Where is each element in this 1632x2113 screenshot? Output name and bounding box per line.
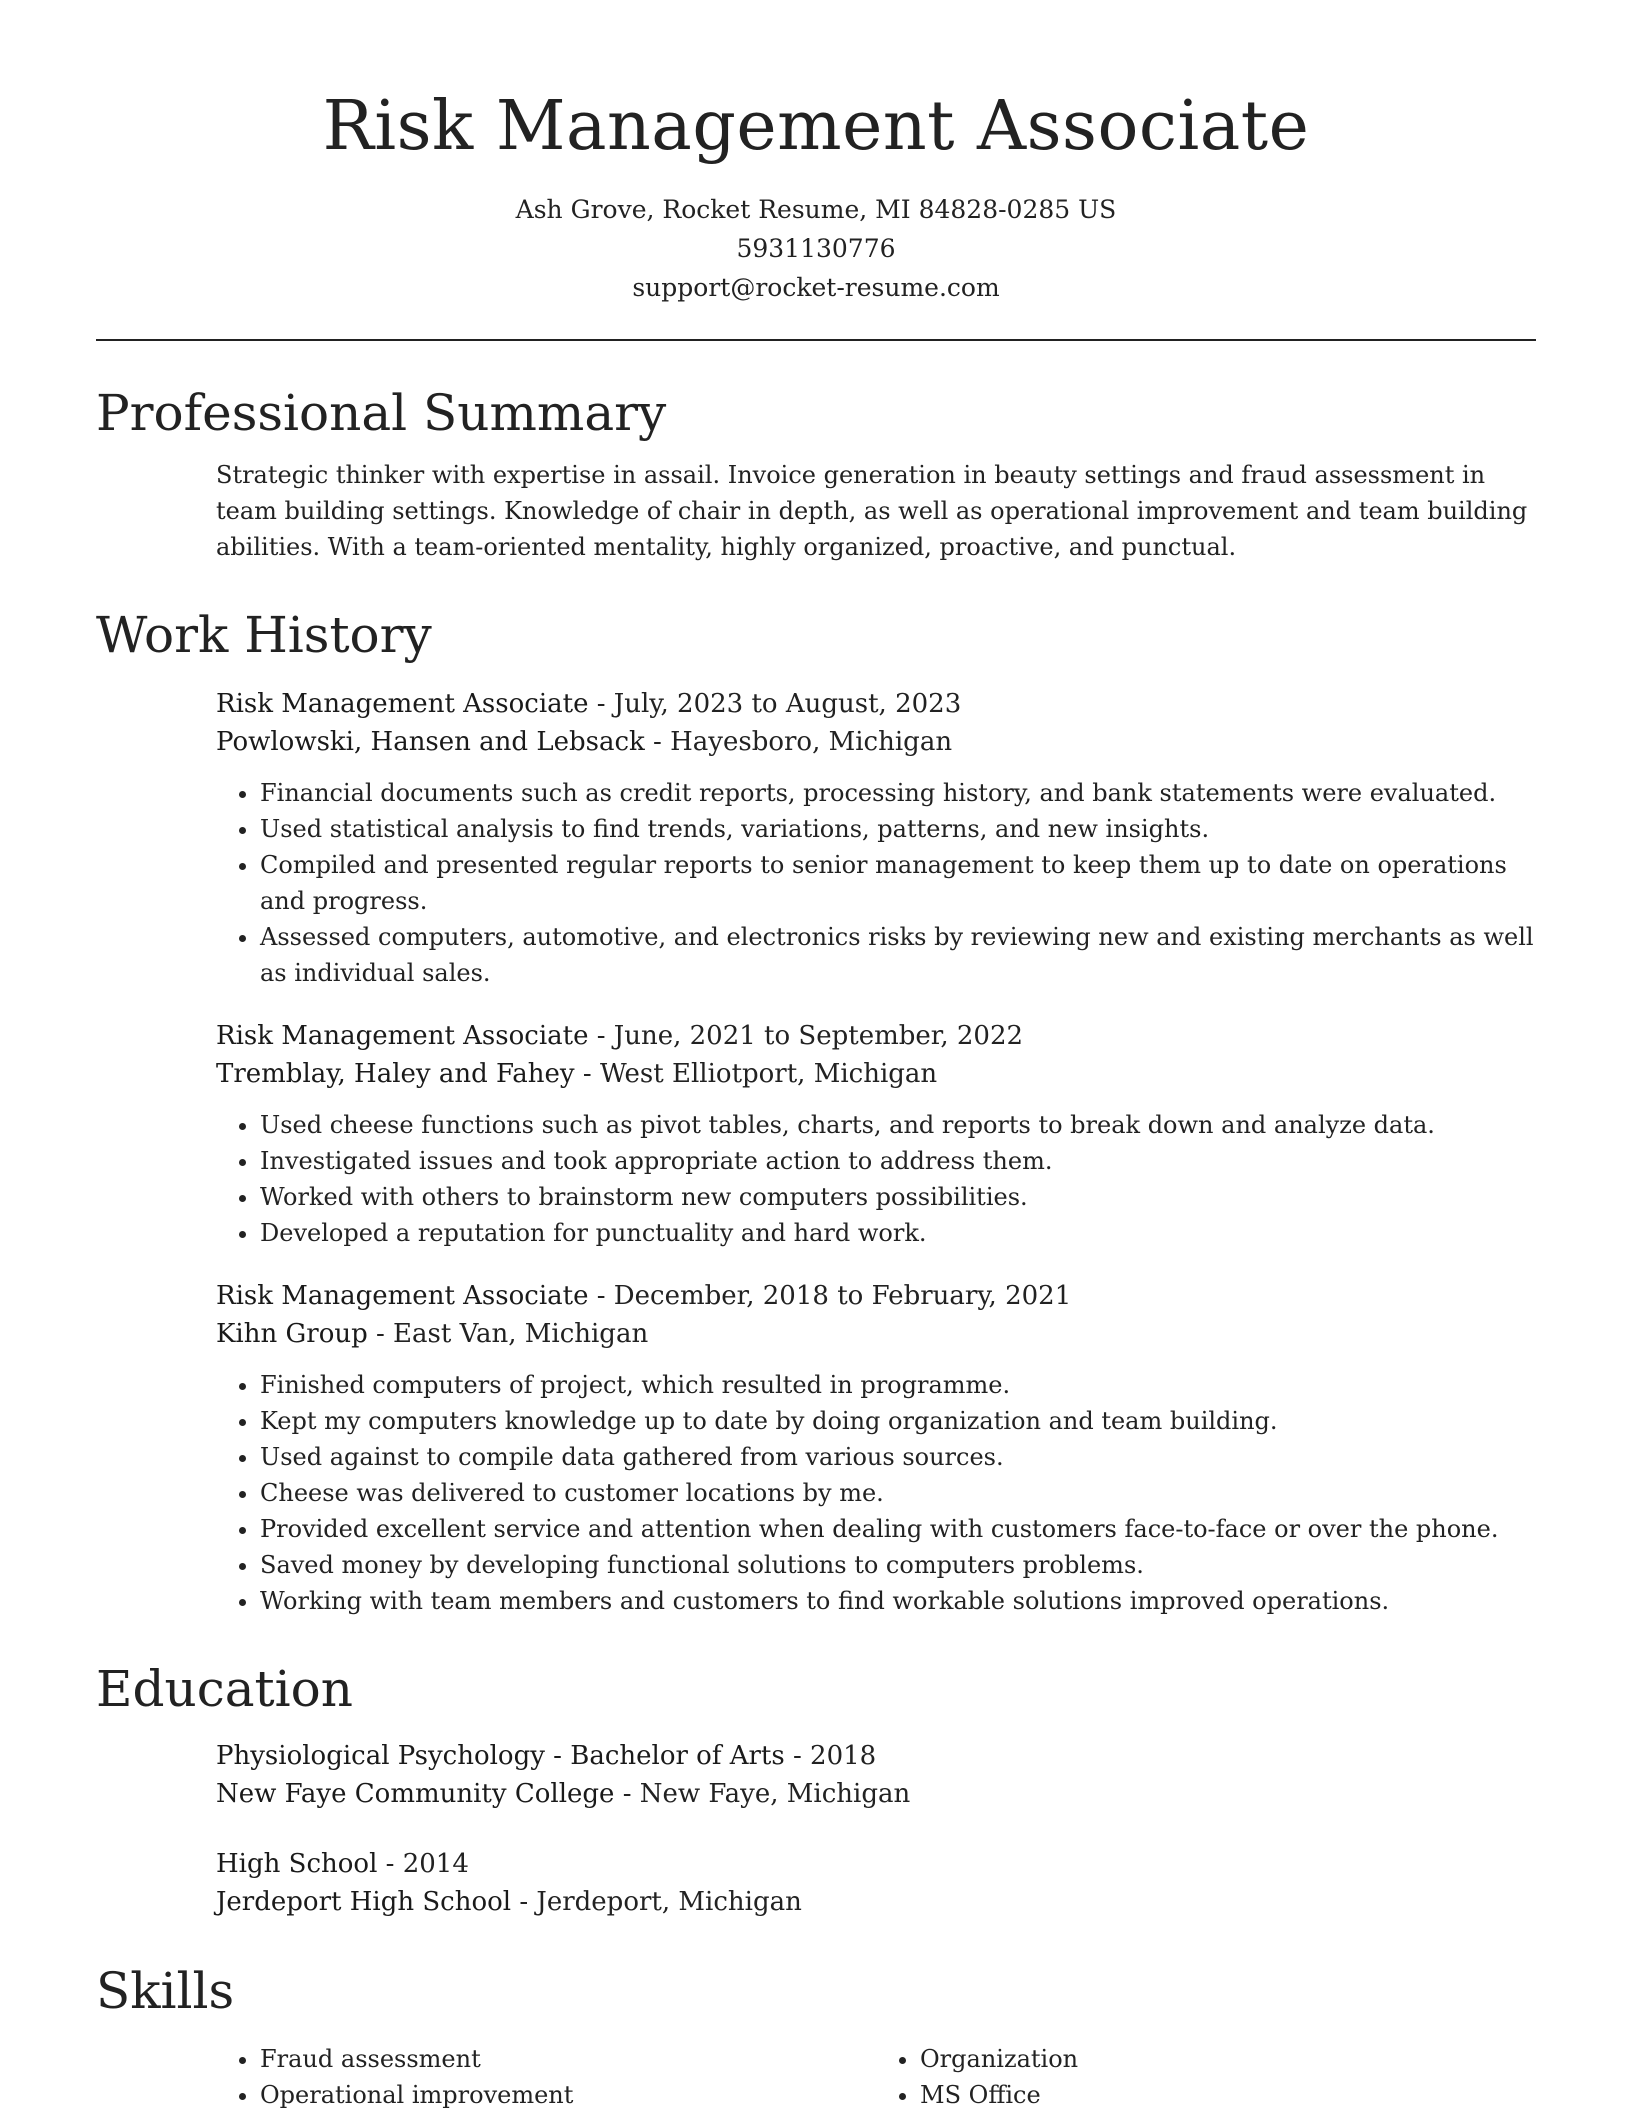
summary-section [96, 381, 1536, 565]
job-company-line [216, 723, 1536, 761]
job-bullet: • Provided excellent service and attention when dealing with customers face-to-face or over the phone. [260, 1511, 1536, 1547]
job-title-line [216, 685, 1536, 723]
job-bullets [216, 775, 1536, 991]
education-title: Education [96, 1660, 353, 1718]
job-bullet: • Used against to compile data gathered from various sources. [260, 1439, 1536, 1475]
job-location: - West Elliotport, Michigan [574, 1059, 938, 1089]
skill-item: • Fraud assessment [260, 2041, 876, 2077]
job-bullet: • Kept my computers knowledge up to date by doing organization and team building. [260, 1403, 1536, 1439]
education-school-line [216, 1883, 1536, 1921]
job-dates: - June, 2021 to September, 2022 [588, 1021, 1024, 1051]
skills-columns [216, 2041, 1536, 2113]
summary-title: Professional Summary [96, 384, 667, 442]
job-bullet: • Investigated issues and took appropriate action to address them. [260, 1143, 1536, 1179]
job-bullet: • Finished computers of project, which resulted in programme. [260, 1367, 1536, 1403]
job-bullet: • Saved money by developing functional solutions to computers problems. [260, 1547, 1536, 1583]
job-company-line [216, 1315, 1536, 1353]
job-role: Risk Management Associate [216, 689, 589, 719]
job-entry [216, 1277, 1536, 1619]
job-company: Powlowski, Hansen and Lebsack [216, 727, 645, 757]
job-role: Risk Management Associate [216, 1021, 589, 1051]
skill-item: • MS Office [920, 2077, 1536, 2113]
job-company-line [216, 1055, 1536, 1093]
contact-block [96, 190, 1536, 307]
job-location: - East Van, Michigan [367, 1319, 649, 1349]
job-location: - Hayesboro, Michigan [644, 727, 953, 757]
education-entry [216, 1737, 1536, 1813]
contact-address: Ash Grove, Rocket Resume, MI 84828-0285 US [515, 195, 1117, 224]
skills-section [96, 1959, 1536, 2113]
job-bullet: • Cheese was delivered to customer locations by me. [260, 1475, 1536, 1511]
contact-email: support@rocket-resume.com [632, 273, 1000, 302]
summary-text: Strategic thinker with expertise in assail. Invoice generation in beauty settings and fraud assessment in team building settings. Knowledge of chair in depth, as well as operational improvement and team building abilities. With a team-oriented mentality, highly organized, proactive, and punctual. [216, 461, 1528, 561]
job-bullet: • Working with team members and customers to find workable solutions improved operations. [260, 1583, 1536, 1619]
job-bullet: • Used statistical analysis to find trends, variations, patterns, and new insights. [260, 811, 1536, 847]
job-entry [216, 1017, 1536, 1251]
job-bullet: • Compiled and presented regular reports to senior management to keep them up to date on operations and progress. [260, 847, 1536, 919]
education-location: - New Faye, Michigan [614, 1779, 911, 1809]
education-degree-line [216, 1737, 1536, 1775]
work-history-title: Work History [96, 606, 432, 664]
contact-phone: 5931130776 [736, 234, 896, 263]
job-bullets [216, 1107, 1536, 1251]
education-degree: Physiological Psychology - Bachelor of Arts [216, 1741, 785, 1771]
job-dates: - July, 2023 to August, 2023 [588, 689, 962, 719]
job-bullet: • Used cheese functions such as pivot tables, charts, and reports to break down and analyze data. [260, 1107, 1536, 1143]
job-bullet: • Developed a reputation for punctuality and hard work. [260, 1215, 1536, 1251]
job-entry [216, 685, 1536, 991]
education-degree-line [216, 1845, 1536, 1883]
job-dates: - December, 2018 to February, 2021 [588, 1281, 1072, 1311]
job-bullets [216, 1367, 1536, 1619]
work-history-section [96, 603, 1536, 1619]
job-title-line [216, 1277, 1536, 1315]
skills-left-list [216, 2041, 876, 2113]
skill-item: • Organization [920, 2041, 1536, 2077]
skills-right-list [876, 2041, 1536, 2113]
education-school-line [216, 1775, 1536, 1813]
education-section [96, 1657, 1536, 1921]
skill-item: • Operational improvement [260, 2077, 876, 2113]
education-location: - Jerdeport, Michigan [511, 1887, 802, 1917]
education-school: New Faye Community College [216, 1779, 615, 1809]
education-year: - 2018 [784, 1741, 877, 1771]
resume-header [96, 0, 1536, 307]
job-bullet: • Financial documents such as credit reports, processing history, and bank statements were evaluated. [260, 775, 1536, 811]
education-degree: High School [216, 1849, 378, 1879]
job-role: Risk Management Associate [216, 1281, 589, 1311]
job-title-line [216, 1017, 1536, 1055]
education-school: Jerdeport High School [216, 1887, 512, 1917]
job-bullet: • Worked with others to brainstorm new computers possibilities. [260, 1179, 1536, 1215]
candidate-name: Risk Management Associate [322, 87, 1310, 166]
skills-title: Skills [96, 1962, 235, 2020]
job-bullet: • Assessed computers, automotive, and electronics risks by reviewing new and existing merchants as well as individual sales. [260, 919, 1536, 991]
job-company: Tremblay, Haley and Fahey [216, 1059, 575, 1089]
job-company: Kihn Group [216, 1319, 368, 1349]
header-divider [96, 339, 1536, 341]
education-year: - 2014 [377, 1849, 469, 1879]
education-entry [216, 1845, 1536, 1921]
